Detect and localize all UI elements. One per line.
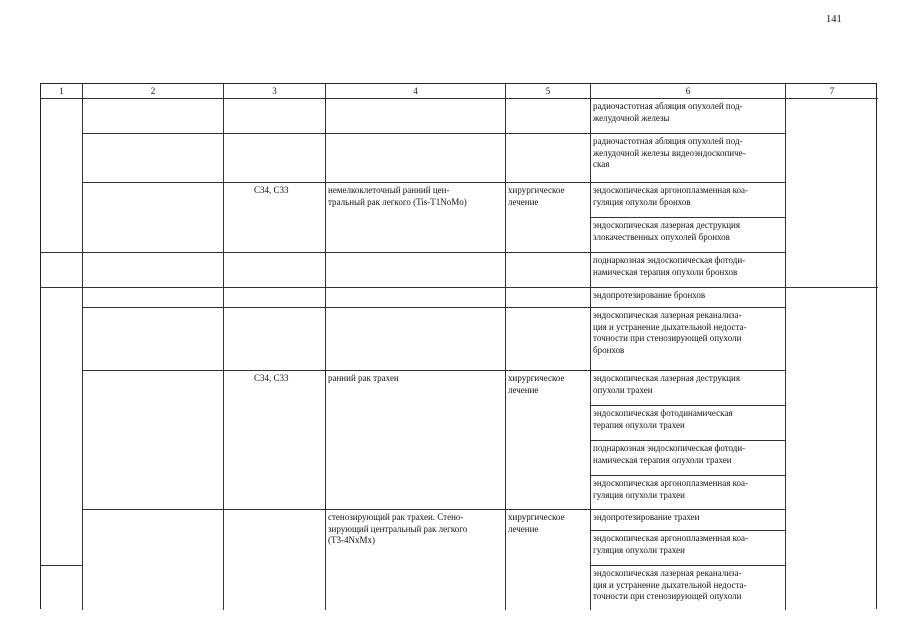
row-line [591, 509, 786, 510]
row-line [82, 370, 591, 371]
treatment-type-cell: хирургическое лечение [508, 373, 565, 395]
row-line [82, 509, 591, 510]
method-cell: эндоскопическая лазерная деструкция опухоли трахеи [593, 373, 740, 395]
row-line [591, 530, 786, 531]
method-cell: поднаркозная эндоскопическая фотоди- намическая терапия опухоли бронхов [593, 255, 746, 277]
col-line [785, 84, 786, 610]
header-col-3: 3 [272, 86, 277, 96]
method-cell: эндопротезирование трахеи [593, 512, 700, 522]
row-line [41, 252, 591, 253]
row-line [591, 475, 786, 476]
method-cell: эндопротезирование бронхов [593, 290, 706, 300]
row-line [82, 182, 591, 183]
diagnosis-cell: стенозирующий рак трахеи. Стено- зирующий центральный рак легкого (Т3-4NхMх) [328, 512, 468, 545]
method-cell: радиочастотная абляция опухолей под- желудочной железы [593, 101, 743, 123]
col-line [325, 84, 326, 610]
row-line [82, 307, 591, 308]
row-line [591, 565, 786, 566]
row-line [41, 565, 83, 566]
row-line [591, 217, 786, 218]
row-line [591, 405, 786, 406]
col-line [82, 84, 83, 610]
header-col-4: 4 [413, 86, 418, 96]
header-line [41, 98, 878, 99]
page-number: 141 [826, 14, 842, 25]
icd-code-cell: С34, С33 [254, 185, 289, 195]
row-line [591, 440, 786, 441]
row-line [786, 287, 878, 288]
method-cell: эндоскопическая аргоноплазменная коа- гуляция опухоли трахеи [593, 533, 749, 555]
method-cell: эндоскопическая аргоноплазменная коа- гуляция опухоли бронхов [593, 185, 749, 207]
diagnosis-cell: немелкоклеточный ранний цен- тральный рак легкого (Tis-T1NoMo) [328, 185, 467, 207]
col-line [223, 84, 224, 610]
diagnosis-cell: ранний рак трахеи [328, 373, 399, 383]
col-line [590, 84, 591, 610]
method-cell: поднаркозная эндоскопическая фотоди- намическая терапия опухоли трахеи [593, 443, 746, 465]
row-line [591, 370, 786, 371]
header-col-5: 5 [545, 86, 551, 96]
row-line [591, 252, 786, 253]
row-line [591, 307, 786, 308]
method-cell: эндоскопическая лазерная деструкция злокачественных опухолей бронхов [593, 220, 740, 242]
method-cell: эндоскопическая лазерная реканализа- ция и устранение дыхательной недоста- точности при стенозирующей опухоли бронхов [593, 310, 747, 355]
row-line [591, 182, 786, 183]
row-line [591, 287, 786, 288]
header-col-6: 6 [685, 86, 691, 96]
method-cell: эндоскопическая фотодинамическая терапия опухоли трахеи [593, 408, 733, 430]
row-line [82, 133, 591, 134]
col-line [505, 84, 506, 610]
icd-code-cell: С34, С33 [254, 373, 289, 383]
row-line [591, 133, 786, 134]
procedures-table [40, 83, 877, 609]
header-col-2: 2 [150, 86, 156, 96]
method-cell: радиочастотная абляция опухолей под- желудочной железы видеоэндоскопиче- ская [593, 136, 746, 169]
treatment-type-cell: хирургическое лечение [508, 512, 565, 534]
row-line [41, 287, 591, 288]
method-cell: эндоскопическая аргоноплазменная коа- гуляция опухоли трахеи [593, 478, 749, 500]
treatment-type-cell: хирургическое лечение [508, 185, 565, 207]
header-col-7: 7 [829, 86, 835, 96]
header-col-1: 1 [59, 86, 64, 96]
method-cell: эндоскопическая лазерная реканализа- ция и устранение дыхательной недоста- точности при стенозирующей опухоли [593, 568, 747, 601]
